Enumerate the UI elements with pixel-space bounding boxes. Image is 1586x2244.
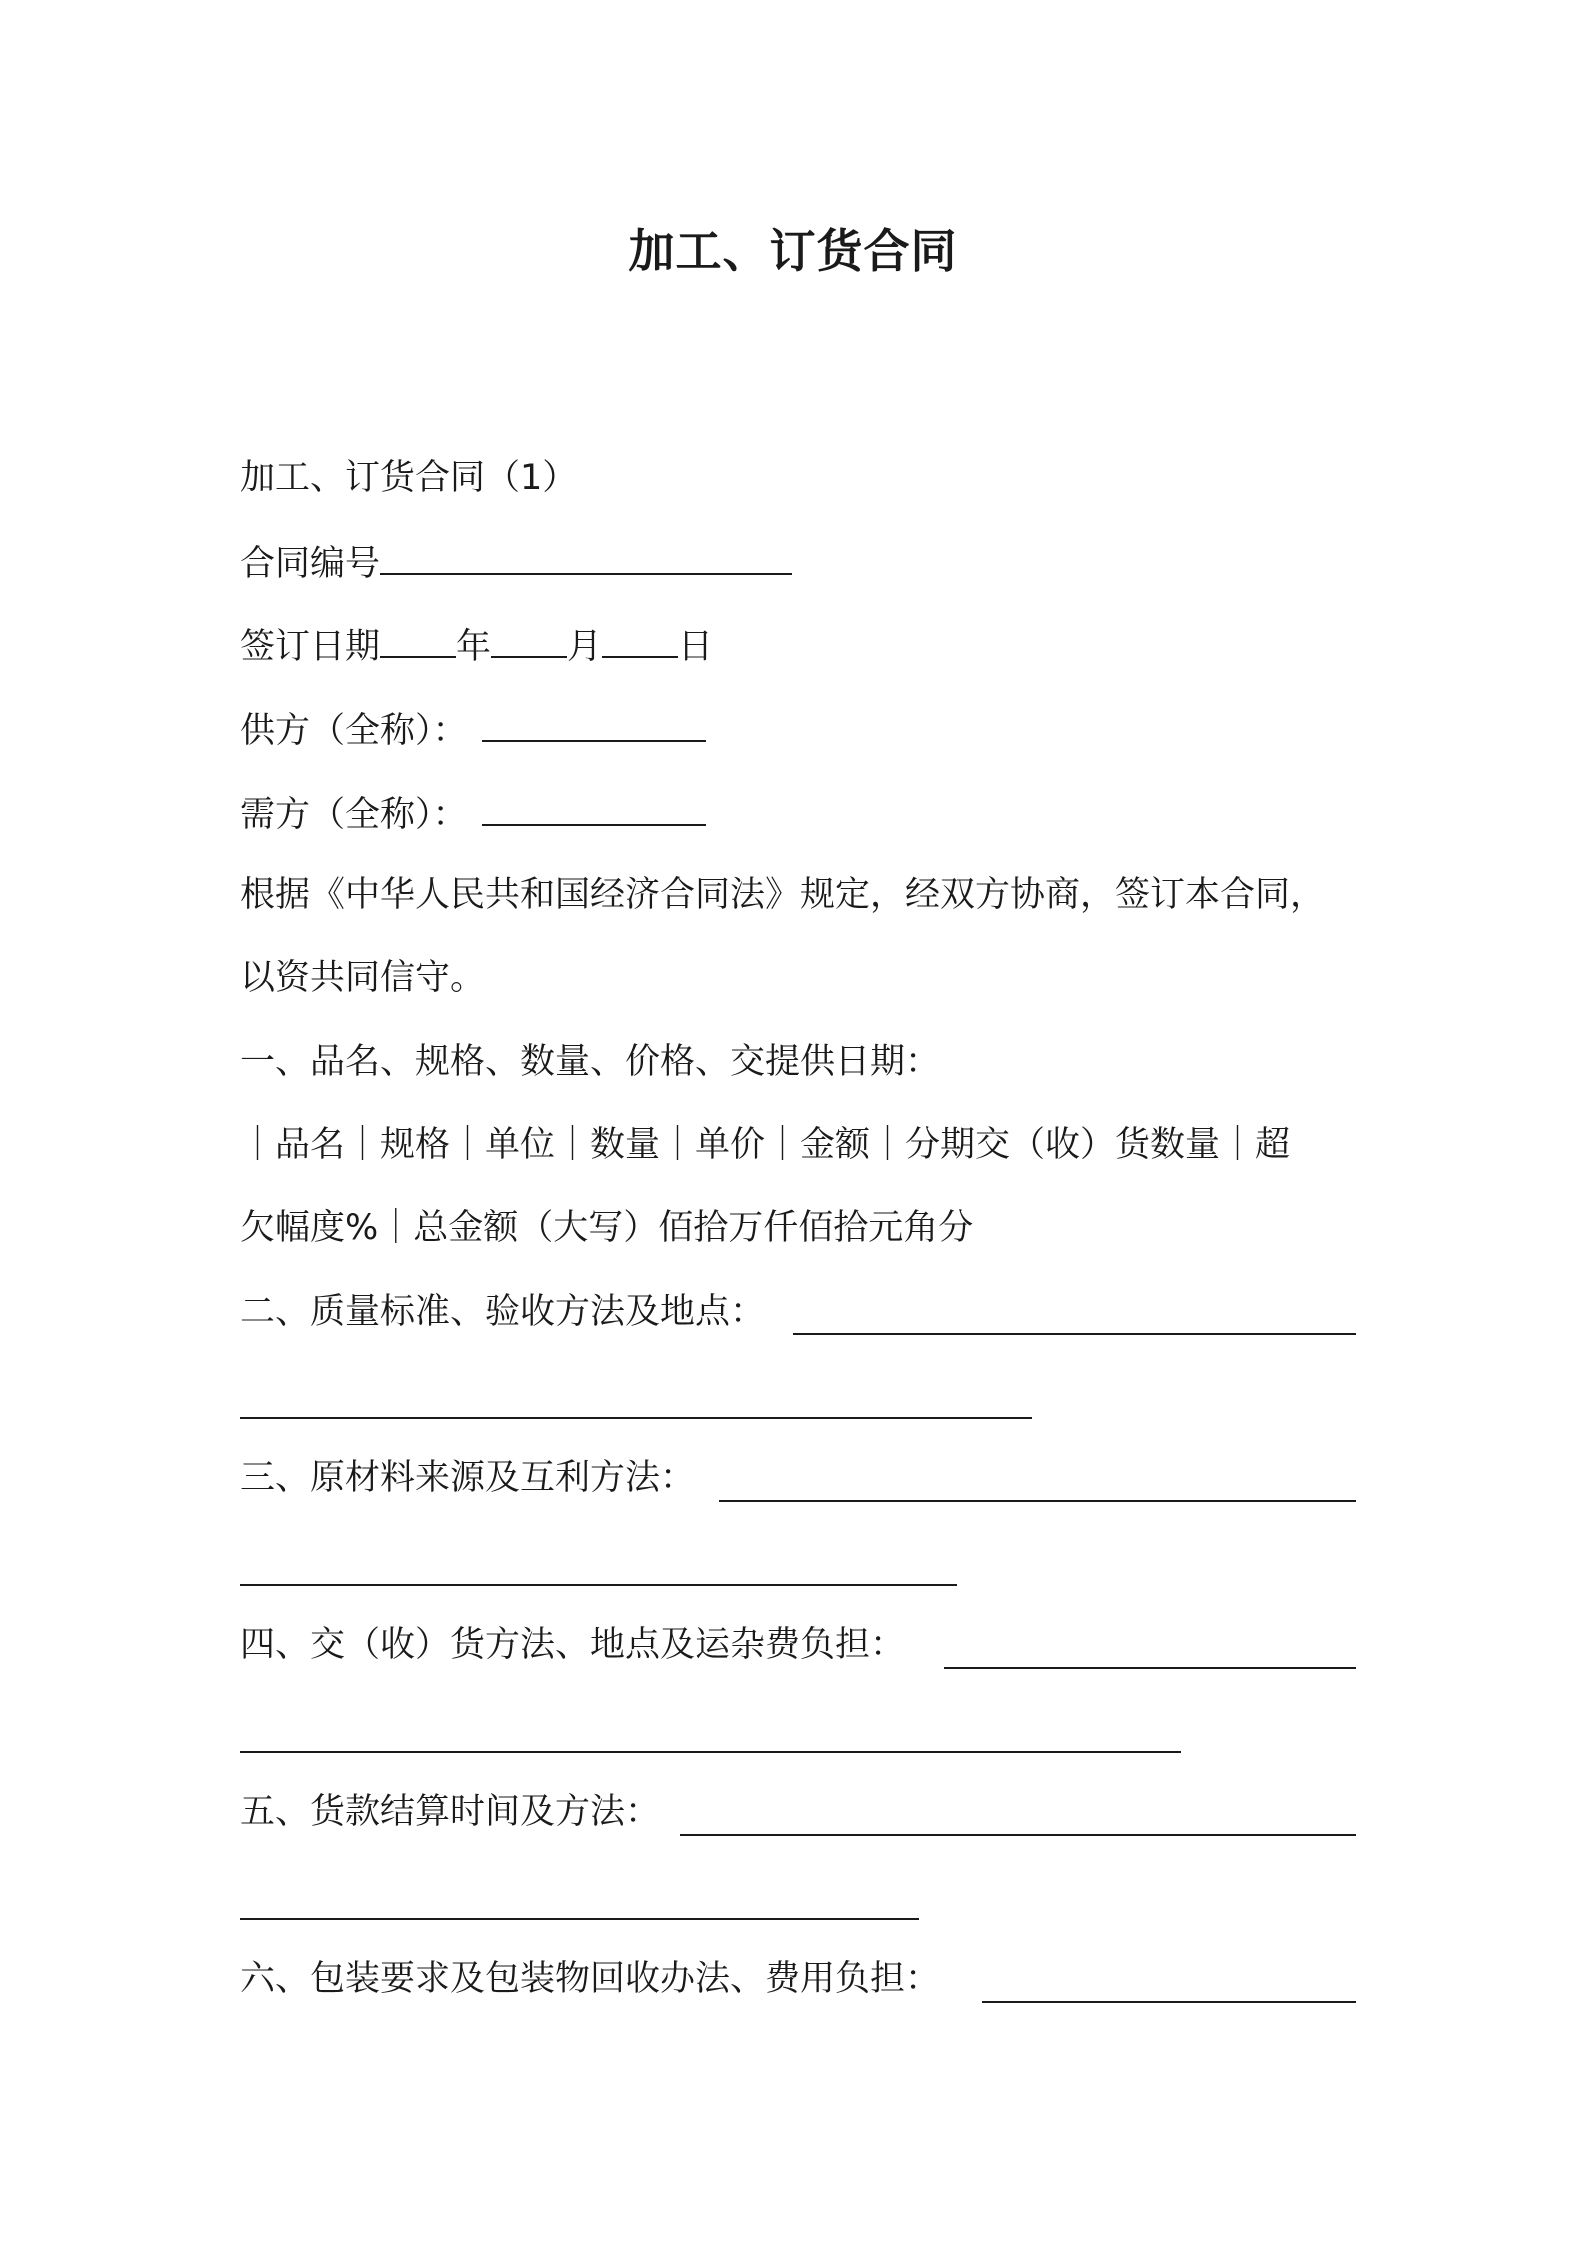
section4-blank-2[interactable] [240, 1751, 1181, 1753]
buyer-row [240, 788, 706, 839]
contract-no-blank[interactable] [380, 537, 792, 575]
section2-blank-1[interactable] [793, 1333, 1356, 1335]
year-blank[interactable] [380, 620, 456, 658]
section6-heading: 六、包装要求及包装物回收办法、费用负担： [240, 1959, 941, 1999]
section5-blank-2[interactable] [240, 1918, 919, 1920]
contract-no-row [240, 537, 792, 588]
sign-date-row [240, 620, 713, 671]
sign-date-label: 签订日期 [240, 627, 381, 667]
buyer-label: 需方（全称）： [240, 795, 468, 835]
section4-heading: 四、交（收）货方法、地点及运杂费负担： [240, 1625, 906, 1665]
table-header-line-2: 欠幅度%｜总金额（大写）佰拾万仟佰拾元角分 [240, 1208, 974, 1248]
month-label: 月 [567, 627, 603, 667]
section2-blank-2[interactable] [240, 1417, 1032, 1419]
section3-heading: 三、原材料来源及互利方法： [240, 1458, 696, 1498]
contract-subtitle [240, 454, 577, 502]
day-label: 日 [678, 627, 714, 667]
buyer-blank[interactable] [482, 788, 706, 826]
section6-blank-1[interactable] [982, 2001, 1356, 2003]
section5-heading: 五、货款结算时间及方法： [240, 1792, 661, 1832]
table-header-line-1: ｜品名｜规格｜单位｜数量｜单价｜金额｜分期交（收）货数量｜超 [240, 1125, 1291, 1165]
section1-heading: 一、品名、规格、数量、价格、交提供日期： [240, 1042, 941, 1082]
month-blank[interactable] [491, 620, 567, 658]
page-title: 加工、订货合同 [628, 224, 958, 278]
contract-no-label: 合同编号 [240, 544, 381, 584]
section5-blank-1[interactable] [680, 1834, 1356, 1836]
section2-heading: 二、质量标准、验收方法及地点： [240, 1292, 766, 1332]
year-label: 年 [456, 627, 492, 667]
supplier-row [240, 704, 706, 755]
supplier-blank[interactable] [482, 704, 706, 742]
section3-blank-1[interactable] [719, 1500, 1356, 1502]
supplier-label: 供方（全称）： [240, 711, 468, 751]
day-blank[interactable] [602, 620, 678, 658]
subtitle-text: 加工、订货合同（1） [240, 458, 578, 498]
section3-blank-2[interactable] [240, 1584, 957, 1586]
intro-line-1: 根据《中华人民共和国经济合同法》规定，经双方协商，签订本合同， [240, 875, 1326, 915]
intro-line-2: 以资共同信守。 [240, 958, 486, 998]
section4-blank-1[interactable] [944, 1667, 1356, 1669]
